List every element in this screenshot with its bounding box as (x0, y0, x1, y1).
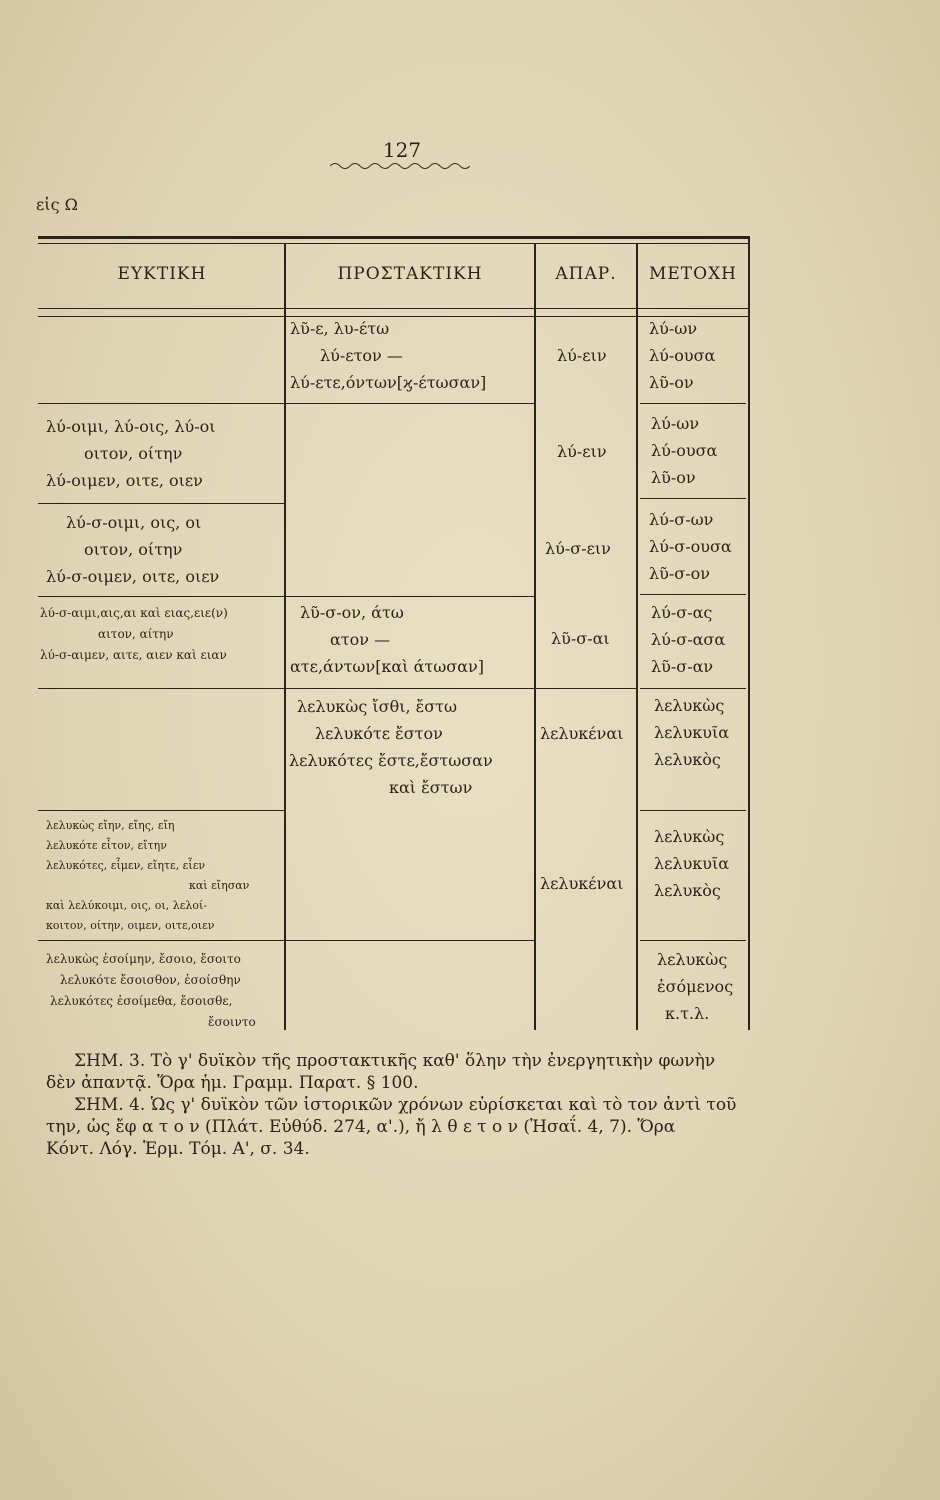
row-rule-1a (38, 403, 284, 404)
row4-participle-line1: λύ-σ-ας (651, 603, 713, 622)
row4-imperative-line3: ατε,άντων[καὶ άτωσαν] (290, 657, 484, 676)
row-rule-4d (640, 688, 746, 689)
row3-optative-line3: λύ-σ-οιμεν, οιτε, οιεν (46, 567, 220, 586)
row6-optative-line6: κοιτον, οίτην, οιμεν, οιτε,οιεν (46, 919, 215, 932)
row1-imperative (290, 315, 486, 396)
row4-imperative-line2: ατον — (330, 630, 391, 649)
row5-infinitive: λελυκέναι (540, 724, 624, 743)
header-optative: ΕΥΚΤΙΚΗ (117, 264, 207, 284)
row-rule-2a (38, 503, 284, 504)
row1-participle-line3: λῦ-ον (649, 373, 694, 392)
row7-participle-line3: κ.τ.λ. (665, 1004, 710, 1023)
row1-participle (649, 315, 715, 396)
row3-participle-line2: λύ-σ-ουσα (649, 537, 732, 556)
note-3-line2: δὲν ἀπαντᾷ. Ὅρα ἡμ. Γραμμ. Παρατ. § 100. (46, 1073, 419, 1093)
row4-participle-line2: λύ-σ-ασα (651, 630, 726, 649)
row4-optative (40, 603, 228, 666)
column-divider-2 (534, 244, 536, 1030)
row1-imperative-line2: λύ-ετον — (320, 346, 403, 365)
row-rule-6c (640, 940, 746, 941)
row-rule-5c (640, 810, 746, 811)
note-4-line2: την, ὡς ἔφ α τ ο ν (Πλάτ. Εὐθύδ. 274, α'.), ἤ λ θ ε τ ο ν (Ἠσαΐ. 4, 7). Ὅρα (46, 1117, 676, 1137)
row4-optative-line2: αιτον, αίτην (98, 627, 174, 641)
row2-participle (651, 410, 717, 491)
row6-participle-line1: λελυκὼς (654, 827, 725, 846)
row4-participle (651, 599, 725, 680)
note-4-line1: ΣΗΜ. 4. Ὡς γ' δυϊκὸν τῶν ἱστορικῶν χρόνων εὑρίσκεται καὶ τὸ τον ἀντὶ τοῦ (74, 1095, 737, 1115)
row-rule-5a (38, 810, 284, 811)
table-top-rule (38, 236, 750, 239)
table-top-rule-inner (38, 243, 750, 244)
row-rule-3a (38, 596, 284, 597)
row7-optative-line3: λελυκότες ἐσοίμεθα, ἔσοισθε, (50, 994, 233, 1008)
header-participle: ΜΕΤΟΧΗ (648, 264, 738, 284)
row3-optative-line2: οιτον, οίτην (84, 540, 183, 559)
row3-participle-line3: λῦ-σ-ον (649, 564, 710, 583)
row7-optative-line4: ἔσοιντο (208, 1015, 256, 1029)
row5-participle-line1: λελυκὼς (654, 696, 725, 715)
row1-participle-line2: λύ-ουσα (649, 346, 716, 365)
row1-participle-line1: λύ-ων (649, 319, 698, 338)
row5-imperative (289, 693, 493, 801)
row6-optative-line4: καὶ εἴησαν (189, 879, 250, 892)
row-rule-6a (38, 940, 284, 941)
row4-imperative-line1: λῦ-σ-ον, άτω (300, 603, 404, 622)
row-rule-1b (284, 403, 534, 404)
row2-optative (46, 413, 216, 494)
row4-optative-line3: λύ-σ-αιμεν, αιτε, αιεν καὶ ειαν (40, 648, 227, 662)
row-rule-4c (536, 688, 636, 689)
row5-participle-line3: λελυκὸς (654, 750, 721, 769)
row1-infinitive: λύ-ειν (557, 346, 607, 365)
row5-imperative-line2: λελυκότε ἔστον (315, 724, 443, 743)
row5-participle-line2: λελυκυῖα (654, 723, 730, 742)
header-imperative: ΠΡΟΣΤΑΚΤΙΚΗ (337, 264, 483, 284)
row-rule-6b (284, 940, 534, 941)
row3-participle (649, 506, 732, 587)
row2-participle-line3: λῦ-ον (651, 468, 696, 487)
row4-participle-line3: λῦ-σ-αν (651, 657, 714, 676)
row5-imperative-line1: λελυκὼς ἴσθι, ἔστω (297, 697, 458, 716)
row4-optative-line1: λύ-σ-αιμι,αις,αι καὶ ειας,ειε(ν) (40, 606, 228, 620)
row5-participle (654, 692, 729, 773)
row6-optative-line1: λελυκὼς εἴην, εἴης, εἴη (46, 819, 175, 832)
header-bottom-rule (38, 308, 750, 309)
footnotes (46, 1050, 786, 1160)
row2-optative-line2: οιτον, οίτην (84, 444, 183, 463)
column-divider-right (748, 236, 750, 1030)
row1-imperative-line3: λύ-ετε,όντων[ϗ-έτωσαν] (290, 373, 487, 392)
row-rule-4b (284, 688, 534, 689)
row4-imperative (290, 599, 484, 680)
row5-imperative-line4: καὶ ἔστων (389, 778, 473, 797)
row-rule-3b (284, 596, 534, 597)
row6-optative-line5: καὶ λελύκοιμι, οις, οι, λελοί- (46, 899, 208, 912)
row2-infinitive: λύ-ειν (557, 442, 607, 461)
row2-participle-line1: λύ-ων (651, 414, 700, 433)
row3-optative (46, 509, 220, 590)
row3-participle-line1: λύ-σ-ων (649, 510, 714, 529)
column-divider-1 (284, 244, 286, 1030)
row6-optative-line2: λελυκότε εἶτον, εἴτην (46, 839, 167, 852)
row7-participle-line2: ἐσόμενος (657, 977, 734, 996)
row-rule-4a (38, 688, 284, 689)
row4-infinitive: λῦ-σ-αι (551, 629, 610, 648)
row6-optative (46, 816, 249, 936)
row6-participle (654, 823, 729, 904)
page-number: 127 (382, 138, 422, 162)
ornament-wavy-line (330, 160, 470, 172)
row-rule-2c (640, 498, 746, 499)
row2-participle-line2: λύ-ουσα (651, 441, 718, 460)
row6-participle-line2: λελυκυῖα (654, 854, 730, 873)
row2-optative-line1: λύ-οιμι, λύ-οις, λύ-οι (46, 417, 216, 436)
row7-optative-line1: λελυκὼς ἐσοίμην, ἔσοιο, ἔσοιτο (46, 952, 241, 966)
row2-optative-line3: λύ-οιμεν, οιτε, οιεν (46, 471, 203, 490)
row6-infinitive: λελυκέναι (540, 874, 624, 893)
row-rule-3c (640, 594, 746, 595)
header-infinitive: ΑΠΑΡ. (555, 264, 617, 284)
row-rule-1c (640, 403, 746, 404)
row7-participle (657, 946, 733, 1027)
section-label: εἰς Ω (36, 195, 78, 214)
row1-imperative-line1: λῦ-ε, λυ-έτω (290, 319, 390, 338)
row5-imperative-line3: λελυκότες ἔστε,ἔστωσαν (289, 751, 493, 770)
row3-optative-line1: λύ-σ-οιμι, οις, οι (66, 513, 202, 532)
column-divider-3 (636, 244, 638, 1030)
note-4-line3: Κόντ. Λόγ. Ἑρμ. Τόμ. Α', σ. 34. (46, 1139, 310, 1159)
note-3-line1: ΣΗΜ. 3. Τὸ γ' δυϊκὸν τῆς προστακτικῆς καθ' ὅλην τὴν ἐνεργητικὴν φωνὴν (74, 1051, 716, 1071)
row7-participle-line1: λελυκὼς (657, 950, 728, 969)
row6-participle-line3: λελυκὸς (654, 881, 721, 900)
row7-optative-line2: λελυκότε ἔσοισθον, ἐσοίσθην (60, 973, 241, 987)
row6-optative-line3: λελυκότες, εἶμεν, εἴητε, εἶεν (46, 859, 206, 872)
row3-infinitive: λύ-σ-ειν (545, 539, 611, 558)
row7-optative (46, 949, 256, 1033)
